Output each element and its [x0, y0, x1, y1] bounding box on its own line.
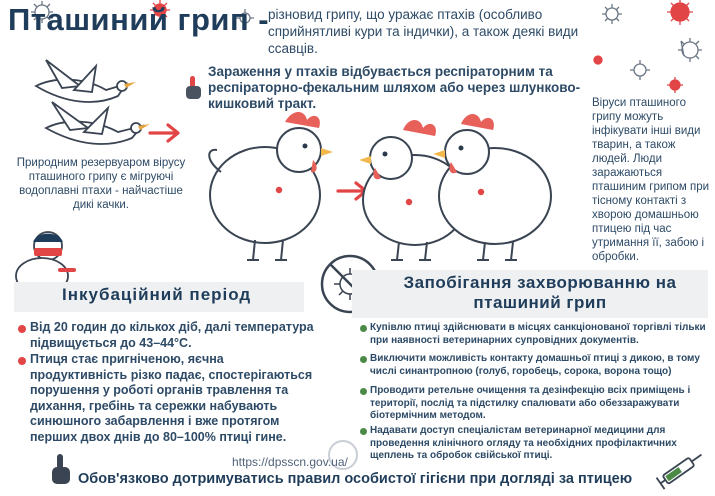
chickens-illustration [195, 100, 595, 270]
website-link[interactable]: https://dpsscn.gov.ua/ [232, 455, 348, 469]
bullet-icon [360, 428, 367, 435]
reservoir-text: Природним резервуаром вірусу пташиного грипу є мігруючі водоплавні птахи - найчастіше дикі качки. [16, 157, 186, 211]
bullet-icon [360, 325, 367, 332]
bullet-icon [18, 325, 26, 333]
hygiene-footer: Обов'язково дотримуватись правил особистої гігієни при догляді за птицею [78, 471, 633, 487]
bullet-icon [360, 388, 367, 395]
incubation-item: Від 20 годин до кількох діб, далі температура підвищується до 43–44°С. [30, 320, 314, 350]
virus-icon [630, 60, 650, 80]
incubation-heading: Інкубаційний період [62, 285, 252, 304]
pointing-hand-icon [182, 74, 206, 102]
prevention-heading-line1: Запобігання захворюванню на [403, 273, 677, 292]
pointing-hand-icon [48, 452, 74, 486]
viruses-infect-text: Віруси пташиного грипу можуть інфікувати інші види тварин, а також людей. Люди заражаються пташиним грипом при тісному контакті з хворою домашньою птицею під час утримання її, забою і обробки. [592, 97, 710, 263]
prevention-item: Купівлю птиці здійснювати в місцях санкціонованої торгівлі тільки при наявності ветеринарних супровідних документів. [370, 322, 706, 346]
syringe-icon [652, 446, 710, 492]
page-title: Пташиний грип - [8, 2, 270, 37]
prevention-item: Надавати доступ спеціалістам ветеринарної медицини для проведення клінічного огляду та необхідних профілактичних щеплень та обробок свійської птиці. [370, 425, 677, 461]
infection-route-text: Зараження у птахів відбувається респіраторним та респіраторно-фекальним шляхом або через шлунково-кишковий тракт. [208, 64, 581, 111]
virus-icon [667, 77, 683, 93]
virus-icon [594, 56, 602, 64]
wild-ducks-icon [26, 56, 166, 156]
bullet-icon [360, 356, 367, 363]
incubation-item: Птиця стає пригніченою, яєчна продуктивність різко падає, спостерігаються порушення у роботі органів травлення та дихання, гребінь та сережки набувають синюшного забарвлення і вже протягом перших двох днів до 80–100% птиці гине. [30, 352, 313, 444]
chicken-icon [433, 114, 551, 260]
prevention-item: Виключити можливість контакту домашньої птиці з дикою, в тому числі синантропною (голуб, горобець, сорока, ворона тощо) [370, 353, 700, 377]
title-description: різновид грипу, що уражає птахів (особливо сприйнятливі кури та індички), а також деякі види ссавців. [268, 7, 579, 56]
bullet-icon [18, 357, 26, 365]
virus-icon [667, 0, 693, 25]
prevention-heading-line2: пташиний грип [473, 293, 607, 312]
arrow-right-icon [148, 122, 182, 144]
virus-icon [678, 38, 702, 62]
prevention-heading [372, 273, 708, 313]
chicken-icon [209, 112, 333, 260]
prevention-item: Проводити ретельне очищення та дезінфекцію всіх приміщень і території, послід та підстилку спалювати або обеззаражувати біотермічним методом. [370, 385, 691, 421]
